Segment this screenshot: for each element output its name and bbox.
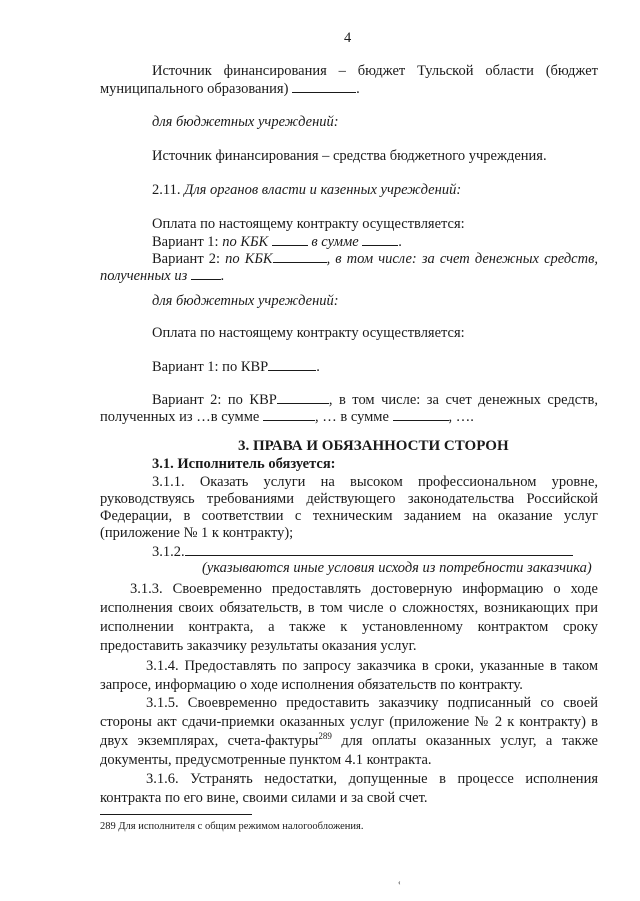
clause-3-1-3-line: исполнения своих обязательств, в том числе о сложностях, возникающих при xyxy=(100,600,598,616)
variant2-kvr-line1 xyxy=(152,391,598,409)
payment-intro-1: Оплата по настоящему контракту осуществляется: xyxy=(152,216,465,232)
clause-3-1-1-line: 3.1.1. Оказать услуги на высоком профессиональном уровне, xyxy=(152,474,598,490)
clause-3-1-4-line: 3.1.4. Предоставлять по запросу заказчика в сроки, указанные в таком xyxy=(146,658,598,674)
clause-3-1-4 xyxy=(100,657,598,695)
variant2-prefix: Вариант 2: xyxy=(152,251,221,267)
blank-field xyxy=(393,408,449,421)
footnote-divider xyxy=(100,814,252,815)
variant1-prefix: Вариант 1: xyxy=(152,234,219,250)
clause-3-1-5-line: 3.1.5. Своевременно предоставить заказчику подписанный со своей xyxy=(146,695,598,711)
clause-3-1-5-line: стороны акт сдачи-приемки оказанных услуг (приложение № 2 к контракту) в xyxy=(100,714,598,730)
blank-field xyxy=(272,233,308,246)
payment-intro-2: Оплата по настоящему контракту осуществляется: xyxy=(152,325,465,341)
variant1-kbk: Вариант 1: по КБК в сумме . xyxy=(152,234,402,250)
clause-2-11 xyxy=(152,182,461,199)
clause-3-1-2-hint: (указываются иные условия исходя из потребности заказчика) xyxy=(202,560,592,576)
blank-field xyxy=(292,80,356,93)
clause-3-1-3-line: исполнении контракта, а также к установленному контрактом сроку xyxy=(100,619,598,635)
clause-3-1-5-line: документы, предусмотренные пунктом 4.1 контракта. xyxy=(100,752,432,768)
clause-3-1-1-line: Федерации, в соответствии с техническим заданием на оказание услуг xyxy=(100,508,598,524)
clause-3-1-6-line: контракта по его вине, своими силами и за свой счет. xyxy=(100,790,428,806)
funding-budget-line2: муниципального образования) . xyxy=(100,81,360,97)
clause-3-1-3-line: предоставить заказчику результаты оказания услуг. xyxy=(100,638,417,654)
clause-3-1-6-line: 3.1.6. Устранять недостатки, допущенные в процессе исполнения xyxy=(146,771,598,787)
clause-2-11-number: 2.11. xyxy=(152,182,181,198)
clause-3-1-5-line-with-footnote xyxy=(100,732,598,751)
blank-field xyxy=(277,391,329,404)
variant2-kbk-line1 xyxy=(152,250,598,268)
footnote-text: 289 Для исполнителя с общим режимом налогообложения. xyxy=(100,821,364,832)
variant2-kvr-sum-b: , … в сумме xyxy=(314,409,389,425)
clause-3-1-5-payment: для оплаты оказанных услуг, а также xyxy=(341,733,598,749)
clause-3-1-5-invoice: двух экземплярах, счета-фактуры xyxy=(100,733,319,749)
clause-3-1: 3.1. Исполнитель обязуется: xyxy=(152,456,336,472)
clause-2-11-title: Для органов власти и казенных учреждений: xyxy=(184,182,462,198)
clause-3-1-6 xyxy=(100,770,598,808)
budget-institutions-heading-1: для бюджетных учреждений: xyxy=(152,114,339,130)
clause-3-1-4-line: запросе, информацию о ходе исполнения обязательств по контракту. xyxy=(100,677,523,693)
clause-3-1-1-line: руководствуясь требованиями действующего законодательства Российской xyxy=(100,491,598,507)
funding-own-source: Источник финансирования – средства бюджетного учреждения. xyxy=(152,148,547,164)
variant1-sum-label: в сумме xyxy=(311,234,359,250)
clause-3-1-3 xyxy=(100,580,598,656)
clause-3-1-2 xyxy=(152,543,573,561)
clause-3-1-3-line: 3.1.3. Своевременно предоставлять достоверную информацию о ходе xyxy=(130,581,598,597)
blank-field xyxy=(185,543,573,556)
blank-field xyxy=(362,233,398,246)
section-3-title: 3. ПРАВА И ОБЯЗАННОСТИ СТОРОН xyxy=(238,438,509,454)
budget-institutions-heading-2: для бюджетных учреждений: xyxy=(152,293,339,309)
clause-3-1-2-number: 3.1.2. xyxy=(152,544,185,560)
variant1-kvr-label: Вариант 1: по КВР xyxy=(152,359,269,375)
clause-3-1-5 xyxy=(100,694,598,770)
blank-field xyxy=(263,408,315,421)
variant2-kbk-rest: , в том числе: за счет денежных средств, xyxy=(326,251,599,267)
variant2-kvr-rest: , в том числе: за счет денежных средств, xyxy=(328,392,598,408)
blank-field xyxy=(268,358,316,371)
clause-3-1-1-line: (приложение № 1 к контракту); xyxy=(100,525,294,541)
variant2-kvr-line2 xyxy=(100,408,474,426)
footnote-ref[interactable]: 289 xyxy=(318,731,332,742)
variant2-kvr-sum-a: полученных из …в сумме xyxy=(100,409,260,425)
funding-budget-line1: Источник финансирования – бюджет Тульской области (бюджет xyxy=(152,63,598,79)
funding-budget-text: муниципального образования) xyxy=(100,81,289,97)
variant2-kvr-sum-c: , …. xyxy=(448,409,474,425)
stray-mark: ‹ xyxy=(398,878,401,887)
variant1-kvr: Вариант 1: по КВР . xyxy=(152,359,320,375)
variant2-received-from: полученных из xyxy=(100,268,188,284)
variant1-kbk-label: по КБК xyxy=(222,234,269,250)
clause-3-1-1 xyxy=(100,474,598,542)
variant2-kbk-label: по КБК xyxy=(225,251,273,267)
variant2-kvr-label: Вариант 2: по КВР xyxy=(152,392,277,408)
variant2-kbk-line2: полученных из . xyxy=(100,268,225,284)
blank-field xyxy=(273,250,327,263)
blank-field xyxy=(191,267,221,280)
page-number: 4 xyxy=(344,30,352,46)
